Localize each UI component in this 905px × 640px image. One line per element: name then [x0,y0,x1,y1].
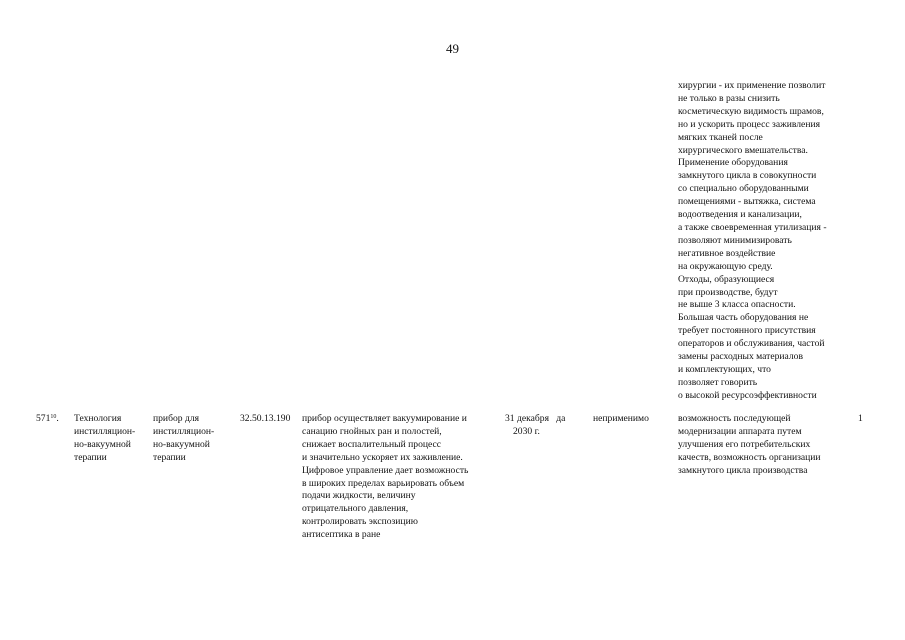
text-line: улучшения его потребительских [678,438,811,450]
row-number-footnote: 10 [50,414,57,420]
text-line: модернизации аппарата путем [678,425,802,437]
text-line: со специально оборудованными [678,183,809,195]
text-line: негативное воздействие [678,247,776,259]
text-line: прибор для [153,413,200,424]
text-line: но-вакуумной [153,438,210,450]
text-line: инстилляцион- [74,425,136,437]
text-line: операторов и обслуживания, частой [678,338,825,350]
technology-name [74,413,148,465]
text-line: замкнутого цикла производства [678,464,808,476]
page-number: 49 [446,41,459,56]
text-line: хирургического вмешательства. [678,144,808,156]
table-row [0,413,905,553]
text-line: водоотведения и канализации, [678,209,802,221]
text-line: санацию гнойных ран и полостей, [302,425,442,437]
deadline-year: 2030 г. [513,425,540,437]
text-line: антисептика в ране [302,529,381,541]
text-line: и комплектующих, что [678,363,771,375]
okpd2-code: 32.50.13.190 [240,413,291,424]
text-line: позволяет говорить [678,376,758,388]
text-line: помещениями - вытяжка, система [678,196,816,208]
text-line: хирургии - их применение позволит [678,80,826,91]
text-line: при производстве, будут [678,286,778,298]
text-line: прибор осуществляет вакуумирование и [302,413,467,424]
text-line: Отходы, образующиеся [678,273,775,285]
text-line: качеств, возможность организации [678,451,821,463]
text-line: контролировать экспозицию [302,516,418,528]
continued-note-text [678,80,868,403]
text-line: Применение оборудования [678,157,788,169]
text-line: на окружающую среду. [678,260,773,272]
text-line: терапии [153,451,186,463]
text-line: замены расходных материалов [678,351,804,363]
text-line: о высокой ресурсоэффективности [678,389,817,401]
advantages-note [678,413,858,478]
text-line: терапии [74,451,107,463]
text-line: позволяют минимизировать [678,234,792,246]
text-line: Цифровое управление дает возможность [302,464,469,476]
text-line: Большая часть оборудования не [678,312,809,324]
applicability-status: неприменимо [593,413,649,424]
text-line: возможность последующей [678,413,791,424]
text-line: и значительно ускоряет их заживление. [302,451,463,463]
row-number: $571^{10}$. [36,413,59,424]
text-line: подачи жидкости, величину [302,490,416,502]
text-line: снижает воспалительный процесс [302,438,442,450]
text-line: в широких пределах варьировать объем [302,477,465,489]
device-name [153,413,231,465]
deadline-line: 31 декабря да [505,413,566,424]
text-line: Технология [74,413,122,424]
text-line: отрицательного давления, [302,503,409,515]
text-line: мягких тканей после [678,131,763,143]
row-number-value: 571 [36,413,51,424]
deadline-date [505,413,577,439]
text-line: но-вакуумной [74,438,131,450]
text-line: косметическую видимость шрамов, [678,105,824,117]
device-description [302,413,498,542]
last-column-value: 1 [858,413,863,424]
text-line: не выше 3 класса опасности. [678,299,796,311]
text-line: инстилляцион- [153,425,215,437]
text-line: а также своевременная утилизация - [678,221,827,233]
text-line: не только в разы снизить [678,92,780,104]
text-line: требует постоянного присутствия [678,325,816,337]
text-line: замкнутого цикла в совокупности [678,170,817,182]
text-line: но и ускорить процесс заживления [678,118,820,130]
